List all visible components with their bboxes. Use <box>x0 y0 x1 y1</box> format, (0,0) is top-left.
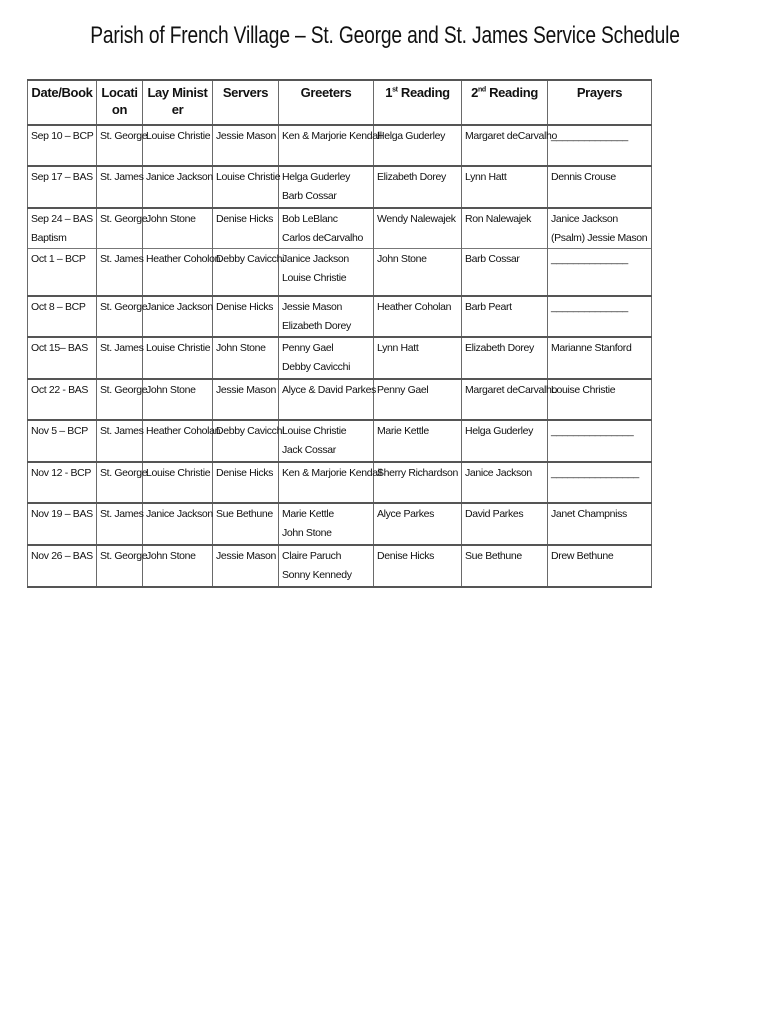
cell-reading1 <box>374 125 462 166</box>
cell-greeters <box>279 545 374 587</box>
cell-location <box>97 337 143 379</box>
cell-text: Marie Kettle <box>377 425 429 437</box>
table-row <box>28 503 652 545</box>
col-header-first-reading <box>374 80 462 125</box>
cell-text: St. James <box>100 508 144 520</box>
cell-text: Jessie Mason <box>282 301 342 313</box>
cell-text: Sue Bethune <box>465 550 522 562</box>
cell-text: John Stone <box>146 213 196 225</box>
table-row <box>28 420 652 462</box>
cell-servers <box>213 462 279 503</box>
cell-text: (Psalm) Jessie Mason <box>551 232 648 244</box>
ordinal-suffix: nd <box>477 86 486 94</box>
cell-text: _______________ <box>551 425 634 437</box>
cell-servers <box>213 337 279 379</box>
cell-reading1 <box>374 249 462 297</box>
schedule-body <box>28 125 652 587</box>
cell-prayers <box>548 337 652 379</box>
cell-greeters <box>279 296 374 337</box>
cell-location <box>97 249 143 297</box>
cell-text: Nov 26 – BAS <box>31 550 93 562</box>
col-header-date: Date/Book <box>28 80 97 125</box>
cell-prayers <box>548 166 652 208</box>
cell-text: Elizabeth Dorey <box>465 342 534 354</box>
cell-text: Sonny Kennedy <box>282 569 352 581</box>
page-title: Parish of French Village – St. George and St. James Service Schedule <box>90 22 680 49</box>
cell-reading1 <box>374 208 462 249</box>
cell-location <box>97 379 148 420</box>
cell-text: Lynn Hatt <box>465 171 507 183</box>
cell-prayers <box>548 296 652 337</box>
ordinal-suffix: st <box>392 86 398 94</box>
table-row <box>28 125 652 166</box>
cell-date <box>28 545 97 587</box>
cell-text: Alyce Parkes <box>377 508 435 520</box>
col-header-greeters: Greeters <box>279 80 374 125</box>
table-row <box>28 379 652 420</box>
cell-text: Baptism <box>31 232 67 244</box>
cell-reading1 <box>374 166 462 208</box>
cell-reading2 <box>462 503 548 545</box>
cell-reading1 <box>374 379 462 420</box>
cell-lay-minister <box>143 379 213 420</box>
col-header-prayers: Prayers <box>548 80 652 125</box>
cell-reading2 <box>462 208 548 249</box>
col-header-second-reading <box>462 80 548 125</box>
cell-reading1 <box>374 462 462 503</box>
cell-lay-minister <box>143 249 221 297</box>
cell-text: St. George <box>100 130 148 142</box>
cell-date <box>28 462 97 503</box>
cell-text: Debby Cavicchi <box>216 425 285 437</box>
cell-reading2 <box>462 249 548 297</box>
col-header-label: Reading <box>400 85 450 100</box>
cell-text: St. George <box>100 213 148 225</box>
cell-text: Janice Jackson <box>282 253 349 265</box>
cell-text: Heather Coholan <box>377 301 452 313</box>
cell-text: Sue Bethune <box>216 508 273 520</box>
header-row <box>28 80 652 125</box>
cell-text: John Stone <box>377 253 427 265</box>
cell-text: Louise Christie <box>146 467 211 479</box>
cell-lay-minister <box>143 125 213 166</box>
cell-date <box>28 337 97 379</box>
cell-text: Jessie Mason <box>216 130 276 142</box>
cell-text: Denise Hicks <box>377 550 435 562</box>
table-row <box>28 208 652 249</box>
cell-location <box>97 166 143 208</box>
cell-location <box>97 420 143 462</box>
cell-text: St. George <box>100 467 148 479</box>
cell-text: Jack Cossar <box>282 444 336 456</box>
cell-text: Louise Christie <box>282 425 347 437</box>
cell-reading2 <box>462 379 557 420</box>
cell-greeters <box>279 462 382 503</box>
cell-prayers <box>548 503 652 545</box>
cell-text: St. George <box>100 301 148 313</box>
cell-text: Barb Cossar <box>465 253 520 265</box>
cell-greeters <box>279 420 374 462</box>
cell-date <box>28 503 97 545</box>
cell-text: Elizabeth Dorey <box>282 320 351 332</box>
cell-text: John Stone <box>282 527 332 539</box>
cell-servers <box>213 208 279 249</box>
cell-text: Debby Cavicchi <box>216 253 285 265</box>
col-header-servers: Servers <box>213 80 279 125</box>
cell-text: Marianne Stanford <box>551 342 632 354</box>
cell-servers <box>213 296 279 337</box>
cell-text: Oct 8 – BCP <box>31 301 86 313</box>
cell-text: Ron Nalewajek <box>465 213 532 225</box>
cell-lay-minister <box>143 420 221 462</box>
cell-greeters <box>279 337 374 379</box>
cell-text: Louise Christie <box>551 384 616 396</box>
cell-text: Ken & Marjorie Kendall <box>282 467 382 479</box>
table-row <box>28 166 652 208</box>
cell-reading1 <box>374 337 462 379</box>
cell-servers <box>213 503 279 545</box>
cell-text: Ken & Marjorie Kendall <box>282 130 382 142</box>
cell-lay-minister <box>143 296 213 337</box>
cell-servers <box>213 125 279 166</box>
cell-text: Oct 1 – BCP <box>31 253 86 265</box>
cell-date <box>28 249 97 297</box>
cell-servers <box>213 166 279 208</box>
cell-location <box>97 208 148 249</box>
cell-text: Denise Hicks <box>216 467 274 479</box>
table-row <box>28 545 652 587</box>
cell-text: ________________ <box>551 467 639 479</box>
cell-text: Louise Christie <box>146 342 211 354</box>
schedule-table <box>27 79 652 588</box>
cell-greeters <box>279 379 374 420</box>
cell-text: Penny Gael <box>282 342 334 354</box>
cell-reading2 <box>462 296 548 337</box>
cell-text: Janice Jackson <box>146 301 213 313</box>
cell-text: Nov 12 - BCP <box>31 467 91 479</box>
cell-text: Helga Guderley <box>377 130 446 142</box>
cell-prayers <box>548 545 652 587</box>
cell-lay-minister <box>143 337 213 379</box>
cell-text: ______________ <box>551 301 628 313</box>
cell-text: St. James <box>100 171 144 183</box>
cell-servers <box>213 545 279 587</box>
cell-text: ______________ <box>551 253 628 265</box>
cell-reading1 <box>374 296 462 337</box>
cell-date <box>28 125 97 166</box>
cell-lay-minister <box>143 545 213 587</box>
cell-text: St. James <box>100 342 144 354</box>
cell-text: Nov 19 – BAS <box>31 508 93 520</box>
cell-text: Penny Gael <box>377 384 429 396</box>
cell-prayers <box>548 379 652 420</box>
cell-text: Barb Peart <box>465 301 512 313</box>
cell-text: Debby Cavicchi <box>282 361 351 373</box>
cell-text: Sep 17 – BAS <box>31 171 93 183</box>
cell-reading2 <box>462 125 557 166</box>
cell-text: Elizabeth Dorey <box>377 171 446 183</box>
cell-text: Denise Hicks <box>216 213 274 225</box>
cell-location <box>97 296 148 337</box>
cell-reading2 <box>462 420 548 462</box>
cell-text: Oct 15– BAS <box>31 342 88 354</box>
table-row <box>28 337 652 379</box>
cell-text: Carlos deCarvalho <box>282 232 364 244</box>
cell-reading2 <box>462 545 548 587</box>
cell-text: Marie Kettle <box>282 508 334 520</box>
cell-prayers <box>548 249 652 297</box>
cell-greeters <box>279 249 374 297</box>
cell-text: Jessie Mason <box>216 384 276 396</box>
cell-text: Nov 5 – BCP <box>31 425 88 437</box>
cell-text: St. George <box>100 384 148 396</box>
cell-location <box>97 545 148 587</box>
col-header-label: Reading <box>489 85 538 100</box>
cell-text: St. James <box>100 253 144 265</box>
cell-text: Alyce & David Parkes <box>282 384 376 396</box>
table-row <box>28 462 652 503</box>
cell-text: Sherry Richardson <box>377 467 459 479</box>
cell-greeters <box>279 208 374 249</box>
cell-location <box>97 125 148 166</box>
cell-text: David Parkes <box>465 508 524 520</box>
cell-text: John Stone <box>146 550 196 562</box>
cell-date <box>28 420 97 462</box>
cell-text: Lynn Hatt <box>377 342 419 354</box>
cell-text: Helga Guderley <box>282 171 351 183</box>
cell-text: Bob LeBlanc <box>282 213 338 225</box>
cell-lay-minister <box>143 462 213 503</box>
cell-date <box>28 296 97 337</box>
cell-text: Oct 22 - BAS <box>31 384 89 396</box>
cell-location <box>97 503 143 545</box>
cell-text: Heather Coholan <box>146 425 221 437</box>
cell-text: Sep 10 – BCP <box>31 130 94 142</box>
ordinal-number: 1 <box>385 85 393 100</box>
cell-text: Janet Champniss <box>551 508 627 520</box>
cell-reading2 <box>462 462 548 503</box>
col-header-lay-minister: Lay Minister <box>143 80 213 125</box>
cell-greeters <box>279 125 382 166</box>
cell-greeters <box>279 503 374 545</box>
cell-prayers <box>548 420 652 462</box>
cell-text: Janice Jackson <box>146 171 213 183</box>
table-row <box>28 296 652 337</box>
cell-reading2 <box>462 166 548 208</box>
ordinal-number: 2 <box>471 85 478 100</box>
cell-lay-minister <box>143 503 213 545</box>
cell-text: Janice Jackson <box>146 508 213 520</box>
cell-text: St. George <box>100 550 148 562</box>
cell-prayers <box>548 462 652 503</box>
cell-prayers <box>548 208 652 249</box>
cell-text: Louise Christie <box>282 272 347 284</box>
cell-text: Jessie Mason <box>216 550 276 562</box>
cell-text: Drew Bethune <box>551 550 614 562</box>
cell-lay-minister <box>143 208 213 249</box>
cell-reading1 <box>374 420 462 462</box>
cell-servers <box>213 249 285 297</box>
cell-text: Louise Christie <box>216 171 281 183</box>
cell-text: St. James <box>100 425 144 437</box>
cell-text: Claire Paruch <box>282 550 342 562</box>
cell-reading1 <box>374 503 462 545</box>
cell-date <box>28 208 97 249</box>
cell-reading2 <box>462 337 548 379</box>
cell-date <box>28 379 97 420</box>
cell-text: Margaret deCarvalho <box>465 130 557 142</box>
cell-text: Heather Coholon <box>146 253 221 265</box>
cell-reading1 <box>374 545 462 587</box>
cell-text: Janice Jackson <box>465 467 532 479</box>
cell-text: Denise Hicks <box>216 301 274 313</box>
cell-servers <box>213 379 279 420</box>
cell-lay-minister <box>143 166 213 208</box>
cell-text: ______________ <box>551 130 628 142</box>
cell-location <box>97 462 148 503</box>
cell-text: Wendy Nalewajek <box>377 213 456 225</box>
cell-text: Barb Cossar <box>282 190 337 202</box>
cell-text: John Stone <box>146 384 196 396</box>
cell-date <box>28 166 97 208</box>
cell-prayers <box>548 125 652 166</box>
cell-text: Dennis Crouse <box>551 171 616 183</box>
cell-text: Helga Guderley <box>465 425 534 437</box>
col-header-location: Location <box>97 80 143 125</box>
cell-text: John Stone <box>216 342 266 354</box>
cell-greeters <box>279 166 374 208</box>
table-row <box>28 249 652 297</box>
cell-text: Janice Jackson <box>551 213 618 225</box>
cell-text: Margaret deCarvalho <box>465 384 557 396</box>
cell-servers <box>213 420 285 462</box>
cell-text: Sep 24 – BAS <box>31 213 93 225</box>
cell-text: Louise Christie <box>146 130 211 142</box>
